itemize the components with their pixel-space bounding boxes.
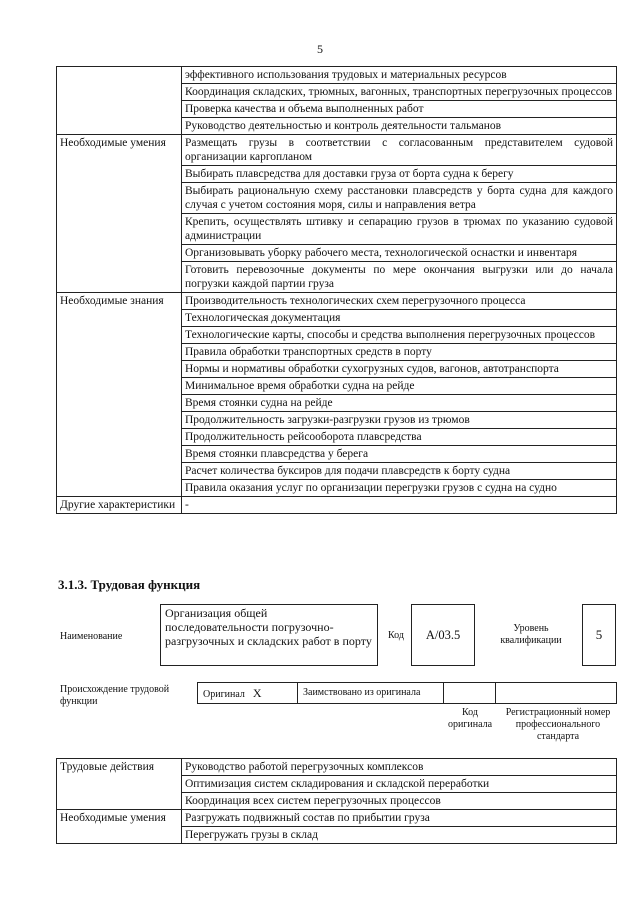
row-item: Крепить, осуществлять штивку и сепарацию грузов в трюмах по указанию судовой администрации (182, 214, 617, 245)
table-row (57, 810, 617, 827)
origin-code-cell (444, 683, 496, 703)
original-cell (198, 683, 298, 703)
row-item: Выбирать рациональную схему расстановки плавсредств у борта судна для каждого случая с учетом состояния моря, силы и направления ветра (182, 183, 617, 214)
row-item: Проверка качества и объема выполненных работ (182, 101, 617, 118)
table-row (57, 293, 617, 310)
row-label: Другие характеристики (57, 497, 182, 514)
code-caption: Код оригинала (447, 707, 493, 730)
row-label: Необходимые умения (57, 810, 182, 844)
page-number: 5 (317, 42, 323, 56)
row-item: Координация всех систем перегрузочных процессов (182, 793, 617, 810)
row-item: - (182, 497, 617, 514)
reg-caption: Регистрационный номер профессионального стандарта (505, 707, 611, 742)
skills-table-bottom (56, 758, 617, 844)
function-name-box: Организация общей последовательности погрузочно-разгрузочных и складских работ в порту (160, 604, 378, 666)
original-label: Оригинал (203, 689, 245, 700)
row-item: Нормы и нормативы обработки сухогрузных судов, вагонов, автотранспорта (182, 361, 617, 378)
code-label: Код (388, 630, 404, 641)
origin-reg-cell (496, 683, 616, 703)
origin-label: Происхождение трудовой функции (60, 684, 170, 707)
row-label: Трудовые действия (57, 759, 182, 810)
row-item: Руководство деятельностью и контроль деятельности тальманов (182, 118, 617, 135)
table-row (57, 135, 617, 166)
row-item: Размещать грузы в соответствии с согласованным представителем судовой организации каргопланом (182, 135, 617, 166)
row-item: Руководство работой перегрузочных комплексов (182, 759, 617, 776)
row-label: Необходимые умения (57, 135, 182, 293)
row-item: Правила оказания услуг по организации перегрузки грузов с судна на судно (182, 480, 617, 497)
row-item: Производительность технологических схем перегрузочного процесса (182, 293, 617, 310)
borrowed-cell (298, 683, 444, 703)
original-mark: X (252, 686, 262, 700)
row-item: Разгружать подвижный состав по прибытии груза (182, 810, 617, 827)
function-code-box: А/03.5 (411, 604, 475, 666)
table-row (57, 67, 617, 84)
origin-row (197, 682, 617, 704)
row-label: Необходимые знания (57, 293, 182, 497)
row-item: Технологические карты, способы и средства выполнения перегрузочных процессов (182, 327, 617, 344)
table-row (57, 759, 617, 776)
borrowed-label: Заимствовано из оригинала (303, 687, 421, 698)
row-item: Минимальное время обработки судна на рейде (182, 378, 617, 395)
row-item: Правила обработки транспортных средств в порту (182, 344, 617, 361)
row-item: Время стоянки судна на рейде (182, 395, 617, 412)
row-item: Расчет количества буксиров для подачи плавсредств к борту судна (182, 463, 617, 480)
row-item: Продолжительность загрузки-разгрузки грузов из трюмов (182, 412, 617, 429)
row-item: Время стоянки плавсредства у берега (182, 446, 617, 463)
level-value-box: 5 (582, 604, 616, 666)
row-item: Координация складских, трюмных, вагонных, транспортных перегрузочных процессов (182, 84, 617, 101)
row-item: Перегружать грузы в склад (182, 827, 617, 844)
row-item: Продолжительность рейсооборота плавсредства (182, 429, 617, 446)
name-label: Наименование (60, 631, 123, 642)
row-item: Готовить перевозочные документы по мере окончания выгрузки или до начала погрузки каждой партии груза (182, 262, 617, 293)
row-item: Оптимизация систем складирования и складской переработки (182, 776, 617, 793)
table-row (57, 497, 617, 514)
row-label (57, 67, 182, 135)
row-item: Выбирать плавсредства для доставки груза от борта судна к берегу (182, 166, 617, 183)
skills-table-top (56, 66, 617, 514)
row-item: Организовывать уборку рабочего места, технологической оснастки и инвентаря (182, 245, 617, 262)
level-label: Уровень квалификации (500, 623, 562, 646)
section-title: 3.1.3. Трудовая функция (58, 577, 201, 592)
row-item: эффективного использования трудовых и материальных ресурсов (182, 67, 617, 84)
row-item: Технологическая документация (182, 310, 617, 327)
